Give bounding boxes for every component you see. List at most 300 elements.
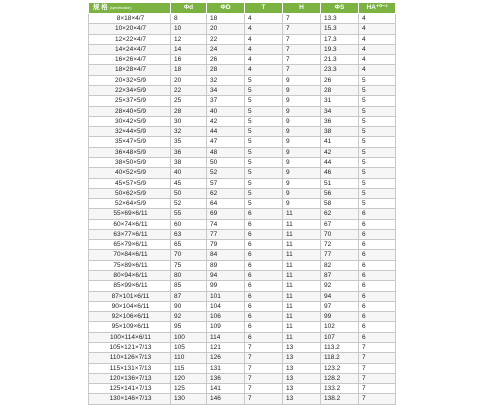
cell-spec: 120×136×7/13 — [89, 373, 171, 383]
cell-spec: 22×34×5/9 — [89, 85, 171, 95]
cell-thickness: 6 — [245, 240, 283, 250]
cell-outer-diameter: 22 — [207, 34, 245, 44]
cell-height: 11 — [283, 271, 321, 281]
table-row — [89, 34, 396, 44]
header-spec-note: (specification) — [109, 6, 132, 10]
cell-height: 13 — [283, 353, 321, 363]
cell-outer-diameter: 47 — [207, 137, 245, 147]
cell-height: 9 — [283, 96, 321, 106]
cell-inner-diameter: 100 — [171, 332, 207, 342]
cell-inner-diameter: 28 — [171, 106, 207, 116]
cell-s-diameter: 97 — [321, 301, 359, 311]
cell-thickness: 5 — [245, 188, 283, 198]
spec-table-container — [88, 2, 395, 405]
cell-outer-diameter: 48 — [207, 147, 245, 157]
cell-thickness: 5 — [245, 147, 283, 157]
cell-height: 9 — [283, 157, 321, 167]
cell-spec: 20×32×5/9 — [89, 75, 171, 85]
cell-height: 11 — [283, 250, 321, 260]
cell-outer-diameter: 34 — [207, 85, 245, 95]
cell-ha: 5 — [359, 106, 396, 116]
cell-spec: 130×146×7/13 — [89, 394, 171, 404]
cell-inner-diameter: 90 — [171, 301, 207, 311]
cell-ha: 7 — [359, 373, 396, 383]
cell-ha: 5 — [359, 137, 396, 147]
cell-ha: 4 — [359, 65, 396, 75]
table-row — [89, 322, 396, 332]
cell-height: 7 — [283, 55, 321, 65]
cell-spec: 65×79×6/11 — [89, 240, 171, 250]
cell-spec: 55×69×6/11 — [89, 209, 171, 219]
cell-height: 9 — [283, 178, 321, 188]
cell-height: 7 — [283, 24, 321, 34]
table-row — [89, 384, 396, 394]
cell-thickness: 4 — [245, 24, 283, 34]
cell-thickness: 7 — [245, 373, 283, 383]
cell-spec: 92×106×6/11 — [89, 312, 171, 322]
cell-s-diameter: 23.3 — [321, 65, 359, 75]
cell-outer-diameter: 32 — [207, 75, 245, 85]
cell-s-diameter: 67 — [321, 219, 359, 229]
header-spec — [89, 3, 171, 14]
cell-ha: 5 — [359, 188, 396, 198]
header-thickness: T — [245, 3, 283, 14]
cell-spec: 50×62×5/9 — [89, 188, 171, 198]
header-ha: HA⁺⁰⁻³ — [359, 3, 396, 14]
cell-outer-diameter: 121 — [207, 343, 245, 353]
cell-outer-diameter: 77 — [207, 229, 245, 239]
cell-spec: 8×18×4/7 — [89, 14, 171, 24]
cell-s-diameter: 58 — [321, 199, 359, 209]
table-row — [89, 281, 396, 291]
cell-height: 7 — [283, 14, 321, 24]
table-row — [89, 106, 396, 116]
cell-height: 9 — [283, 168, 321, 178]
cell-outer-diameter: 84 — [207, 250, 245, 260]
cell-height: 11 — [283, 260, 321, 270]
cell-s-diameter: 34 — [321, 106, 359, 116]
header-outer-diameter: ΦD — [207, 3, 245, 14]
cell-spec: 70×84×6/11 — [89, 250, 171, 260]
cell-thickness: 6 — [245, 219, 283, 229]
cell-ha: 4 — [359, 34, 396, 44]
cell-spec: 125×141×7/13 — [89, 384, 171, 394]
cell-s-diameter: 51 — [321, 178, 359, 188]
cell-spec: 40×52×5/9 — [89, 168, 171, 178]
cell-thickness: 7 — [245, 353, 283, 363]
cell-inner-diameter: 50 — [171, 188, 207, 198]
table-row — [89, 312, 396, 322]
cell-height: 9 — [283, 188, 321, 198]
cell-thickness: 4 — [245, 34, 283, 44]
cell-outer-diameter: 101 — [207, 291, 245, 301]
header-height: H — [283, 3, 321, 14]
cell-inner-diameter: 22 — [171, 85, 207, 95]
cell-inner-diameter: 35 — [171, 137, 207, 147]
cell-height: 9 — [283, 106, 321, 116]
cell-outer-diameter: 57 — [207, 178, 245, 188]
cell-s-diameter: 99 — [321, 312, 359, 322]
cell-inner-diameter: 85 — [171, 281, 207, 291]
cell-height: 9 — [283, 199, 321, 209]
cell-ha: 5 — [359, 75, 396, 85]
cell-outer-diameter: 40 — [207, 106, 245, 116]
cell-s-diameter: 118.2 — [321, 353, 359, 363]
cell-s-diameter: 31 — [321, 96, 359, 106]
cell-ha: 5 — [359, 147, 396, 157]
cell-ha: 6 — [359, 229, 396, 239]
table-row — [89, 147, 396, 157]
table-row — [89, 24, 396, 34]
table-header — [89, 3, 396, 14]
cell-outer-diameter: 89 — [207, 260, 245, 270]
cell-spec: 25×37×5/9 — [89, 96, 171, 106]
table-row — [89, 188, 396, 198]
cell-ha: 6 — [359, 260, 396, 270]
cell-thickness: 7 — [245, 394, 283, 404]
cell-height: 11 — [283, 281, 321, 291]
cell-height: 11 — [283, 291, 321, 301]
cell-spec: 30×42×5/9 — [89, 116, 171, 126]
cell-spec: 45×57×5/9 — [89, 178, 171, 188]
cell-inner-diameter: 70 — [171, 250, 207, 260]
cell-s-diameter: 123.2 — [321, 363, 359, 373]
cell-inner-diameter: 63 — [171, 229, 207, 239]
table-row — [89, 332, 396, 342]
cell-inner-diameter: 115 — [171, 363, 207, 373]
cell-height: 11 — [283, 322, 321, 332]
cell-ha: 4 — [359, 55, 396, 65]
cell-outer-diameter: 131 — [207, 363, 245, 373]
cell-spec: 12×22×4/7 — [89, 34, 171, 44]
cell-thickness: 5 — [245, 96, 283, 106]
table-row — [89, 116, 396, 126]
cell-ha: 4 — [359, 24, 396, 34]
cell-thickness: 6 — [245, 271, 283, 281]
cell-inner-diameter: 14 — [171, 44, 207, 54]
cell-thickness: 5 — [245, 137, 283, 147]
table-row — [89, 75, 396, 85]
cell-thickness: 7 — [245, 363, 283, 373]
cell-inner-diameter: 18 — [171, 65, 207, 75]
cell-outer-diameter: 141 — [207, 384, 245, 394]
table-row — [89, 373, 396, 383]
cell-s-diameter: 15.3 — [321, 24, 359, 34]
cell-ha: 6 — [359, 301, 396, 311]
cell-spec: 115×131×7/13 — [89, 363, 171, 373]
cell-thickness: 5 — [245, 75, 283, 85]
cell-height: 9 — [283, 116, 321, 126]
cell-height: 13 — [283, 363, 321, 373]
cell-inner-diameter: 75 — [171, 260, 207, 270]
cell-thickness: 6 — [245, 281, 283, 291]
cell-s-diameter: 77 — [321, 250, 359, 260]
table-row — [89, 343, 396, 353]
cell-thickness: 5 — [245, 168, 283, 178]
table-row — [89, 301, 396, 311]
cell-outer-diameter: 64 — [207, 199, 245, 209]
cell-s-diameter: 13.3 — [321, 14, 359, 24]
header-inner-diameter: Φd — [171, 3, 207, 14]
table-row — [89, 14, 396, 24]
cell-outer-diameter: 104 — [207, 301, 245, 311]
cell-inner-diameter: 12 — [171, 34, 207, 44]
cell-spec: 95×109×6/11 — [89, 322, 171, 332]
cell-inner-diameter: 30 — [171, 116, 207, 126]
cell-spec: 18×28×4/7 — [89, 65, 171, 75]
cell-inner-diameter: 105 — [171, 343, 207, 353]
cell-height: 7 — [283, 44, 321, 54]
table-row — [89, 137, 396, 147]
cell-spec: 38×50×5/9 — [89, 157, 171, 167]
table-row — [89, 55, 396, 65]
cell-inner-diameter: 55 — [171, 209, 207, 219]
cell-height: 13 — [283, 384, 321, 394]
cell-outer-diameter: 37 — [207, 96, 245, 106]
cell-height: 11 — [283, 332, 321, 342]
cell-s-diameter: 72 — [321, 240, 359, 250]
cell-outer-diameter: 28 — [207, 65, 245, 75]
cell-s-diameter: 41 — [321, 137, 359, 147]
table-row — [89, 127, 396, 137]
cell-inner-diameter: 130 — [171, 394, 207, 404]
cell-outer-diameter: 62 — [207, 188, 245, 198]
cell-spec: 28×40×5/9 — [89, 106, 171, 116]
cell-s-diameter: 92 — [321, 281, 359, 291]
cell-height: 7 — [283, 34, 321, 44]
cell-thickness: 5 — [245, 157, 283, 167]
cell-spec: 35×47×5/9 — [89, 137, 171, 147]
cell-s-diameter: 56 — [321, 188, 359, 198]
cell-spec: 85×99×6/11 — [89, 281, 171, 291]
table-row — [89, 394, 396, 404]
cell-spec: 80×94×6/11 — [89, 271, 171, 281]
table-row — [89, 363, 396, 373]
cell-outer-diameter: 136 — [207, 373, 245, 383]
cell-s-diameter: 46 — [321, 168, 359, 178]
cell-thickness: 7 — [245, 384, 283, 394]
table-row — [89, 65, 396, 75]
cell-thickness: 6 — [245, 209, 283, 219]
cell-spec: 32×44×5/9 — [89, 127, 171, 137]
cell-ha: 6 — [359, 281, 396, 291]
cell-s-diameter: 102 — [321, 322, 359, 332]
cell-thickness: 6 — [245, 322, 283, 332]
cell-ha: 6 — [359, 312, 396, 322]
cell-thickness: 6 — [245, 260, 283, 270]
cell-thickness: 5 — [245, 106, 283, 116]
table-row — [89, 199, 396, 209]
cell-inner-diameter: 40 — [171, 168, 207, 178]
cell-s-diameter: 94 — [321, 291, 359, 301]
cell-ha: 5 — [359, 96, 396, 106]
table-row — [89, 353, 396, 363]
cell-height: 9 — [283, 85, 321, 95]
cell-inner-diameter: 25 — [171, 96, 207, 106]
cell-ha: 4 — [359, 44, 396, 54]
cell-inner-diameter: 10 — [171, 24, 207, 34]
cell-thickness: 5 — [245, 116, 283, 126]
cell-ha: 5 — [359, 178, 396, 188]
cell-spec: 16×26×4/7 — [89, 55, 171, 65]
cell-ha: 7 — [359, 363, 396, 373]
cell-s-diameter: 128.2 — [321, 373, 359, 383]
cell-thickness: 5 — [245, 127, 283, 137]
cell-spec: 87×101×6/11 — [89, 291, 171, 301]
cell-ha: 5 — [359, 157, 396, 167]
cell-ha: 5 — [359, 168, 396, 178]
cell-inner-diameter: 125 — [171, 384, 207, 394]
cell-ha: 6 — [359, 322, 396, 332]
cell-thickness: 6 — [245, 312, 283, 322]
cell-height: 13 — [283, 394, 321, 404]
cell-thickness: 6 — [245, 250, 283, 260]
table-row — [89, 240, 396, 250]
cell-inner-diameter: 20 — [171, 75, 207, 85]
cell-outer-diameter: 50 — [207, 157, 245, 167]
cell-ha: 6 — [359, 209, 396, 219]
cell-s-diameter: 82 — [321, 260, 359, 270]
cell-ha: 7 — [359, 394, 396, 404]
cell-spec: 60×74×6/11 — [89, 219, 171, 229]
cell-height: 9 — [283, 137, 321, 147]
cell-s-diameter: 42 — [321, 147, 359, 157]
cell-thickness: 5 — [245, 199, 283, 209]
cell-height: 11 — [283, 209, 321, 219]
cell-outer-diameter: 26 — [207, 55, 245, 65]
cell-spec: 75×89×6/11 — [89, 260, 171, 270]
cell-thickness: 6 — [245, 332, 283, 342]
cell-thickness: 5 — [245, 178, 283, 188]
table-row — [89, 157, 396, 167]
table-row — [89, 291, 396, 301]
cell-inner-diameter: 120 — [171, 373, 207, 383]
cell-spec: 36×48×5/9 — [89, 147, 171, 157]
cell-inner-diameter: 45 — [171, 178, 207, 188]
cell-spec: 10×20×4/7 — [89, 24, 171, 34]
cell-ha: 6 — [359, 240, 396, 250]
table-row — [89, 271, 396, 281]
cell-thickness: 4 — [245, 65, 283, 75]
cell-height: 11 — [283, 240, 321, 250]
table-row — [89, 260, 396, 270]
cell-inner-diameter: 80 — [171, 271, 207, 281]
cell-s-diameter: 87 — [321, 271, 359, 281]
cell-ha: 7 — [359, 343, 396, 353]
cell-thickness: 5 — [245, 85, 283, 95]
cell-thickness: 6 — [245, 229, 283, 239]
cell-inner-diameter: 110 — [171, 353, 207, 363]
cell-ha: 6 — [359, 219, 396, 229]
cell-inner-diameter: 36 — [171, 147, 207, 157]
cell-outer-diameter: 18 — [207, 14, 245, 24]
table-body — [89, 14, 396, 405]
cell-height: 9 — [283, 75, 321, 85]
cell-inner-diameter: 65 — [171, 240, 207, 250]
cell-ha: 5 — [359, 116, 396, 126]
cell-height: 9 — [283, 127, 321, 137]
cell-outer-diameter: 99 — [207, 281, 245, 291]
table-row — [89, 250, 396, 260]
cell-thickness: 4 — [245, 44, 283, 54]
cell-s-diameter: 36 — [321, 116, 359, 126]
cell-thickness: 7 — [245, 343, 283, 353]
cell-outer-diameter: 109 — [207, 322, 245, 332]
cell-height: 11 — [283, 229, 321, 239]
cell-ha: 5 — [359, 199, 396, 209]
cell-outer-diameter: 79 — [207, 240, 245, 250]
cell-height: 11 — [283, 219, 321, 229]
cell-ha: 6 — [359, 250, 396, 260]
table-row — [89, 96, 396, 106]
cell-thickness: 6 — [245, 301, 283, 311]
cell-s-diameter: 21.3 — [321, 55, 359, 65]
cell-spec: 100×114×6/11 — [89, 332, 171, 342]
cell-inner-diameter: 60 — [171, 219, 207, 229]
table-row — [89, 178, 396, 188]
cell-s-diameter: 28 — [321, 85, 359, 95]
cell-inner-diameter: 16 — [171, 55, 207, 65]
cell-outer-diameter: 42 — [207, 116, 245, 126]
cell-inner-diameter: 8 — [171, 14, 207, 24]
cell-ha: 6 — [359, 291, 396, 301]
cell-s-diameter: 62 — [321, 209, 359, 219]
cell-height: 13 — [283, 343, 321, 353]
cell-s-diameter: 138.2 — [321, 394, 359, 404]
cell-s-diameter: 19.3 — [321, 44, 359, 54]
table-row — [89, 85, 396, 95]
cell-thickness: 4 — [245, 55, 283, 65]
cell-outer-diameter: 114 — [207, 332, 245, 342]
table-row — [89, 219, 396, 229]
cell-height: 7 — [283, 65, 321, 75]
table-row — [89, 168, 396, 178]
cell-s-diameter: 38 — [321, 127, 359, 137]
cell-ha: 4 — [359, 14, 396, 24]
cell-s-diameter: 44 — [321, 157, 359, 167]
cell-inner-diameter: 92 — [171, 312, 207, 322]
cell-s-diameter: 70 — [321, 229, 359, 239]
cell-ha: 5 — [359, 85, 396, 95]
header-spec-label: 规 格 — [93, 4, 108, 11]
cell-ha: 5 — [359, 127, 396, 137]
cell-spec: 52×64×5/9 — [89, 199, 171, 209]
cell-s-diameter: 113.2 — [321, 343, 359, 353]
cell-ha: 6 — [359, 271, 396, 281]
cell-outer-diameter: 20 — [207, 24, 245, 34]
cell-outer-diameter: 74 — [207, 219, 245, 229]
cell-spec: 63×77×6/11 — [89, 229, 171, 239]
table-row — [89, 44, 396, 54]
cell-s-diameter: 17.3 — [321, 34, 359, 44]
cell-inner-diameter: 32 — [171, 127, 207, 137]
cell-outer-diameter: 146 — [207, 394, 245, 404]
cell-spec: 14×24×4/7 — [89, 44, 171, 54]
header-row — [89, 3, 396, 14]
cell-inner-diameter: 38 — [171, 157, 207, 167]
cell-thickness: 6 — [245, 291, 283, 301]
cell-s-diameter: 133.2 — [321, 384, 359, 394]
cell-outer-diameter: 94 — [207, 271, 245, 281]
cell-outer-diameter: 106 — [207, 312, 245, 322]
cell-ha: 6 — [359, 332, 396, 342]
cell-outer-diameter: 69 — [207, 209, 245, 219]
cell-s-diameter: 26 — [321, 75, 359, 85]
cell-inner-diameter: 52 — [171, 199, 207, 209]
cell-inner-diameter: 87 — [171, 291, 207, 301]
table-row — [89, 229, 396, 239]
cell-spec: 110×126×7/13 — [89, 353, 171, 363]
